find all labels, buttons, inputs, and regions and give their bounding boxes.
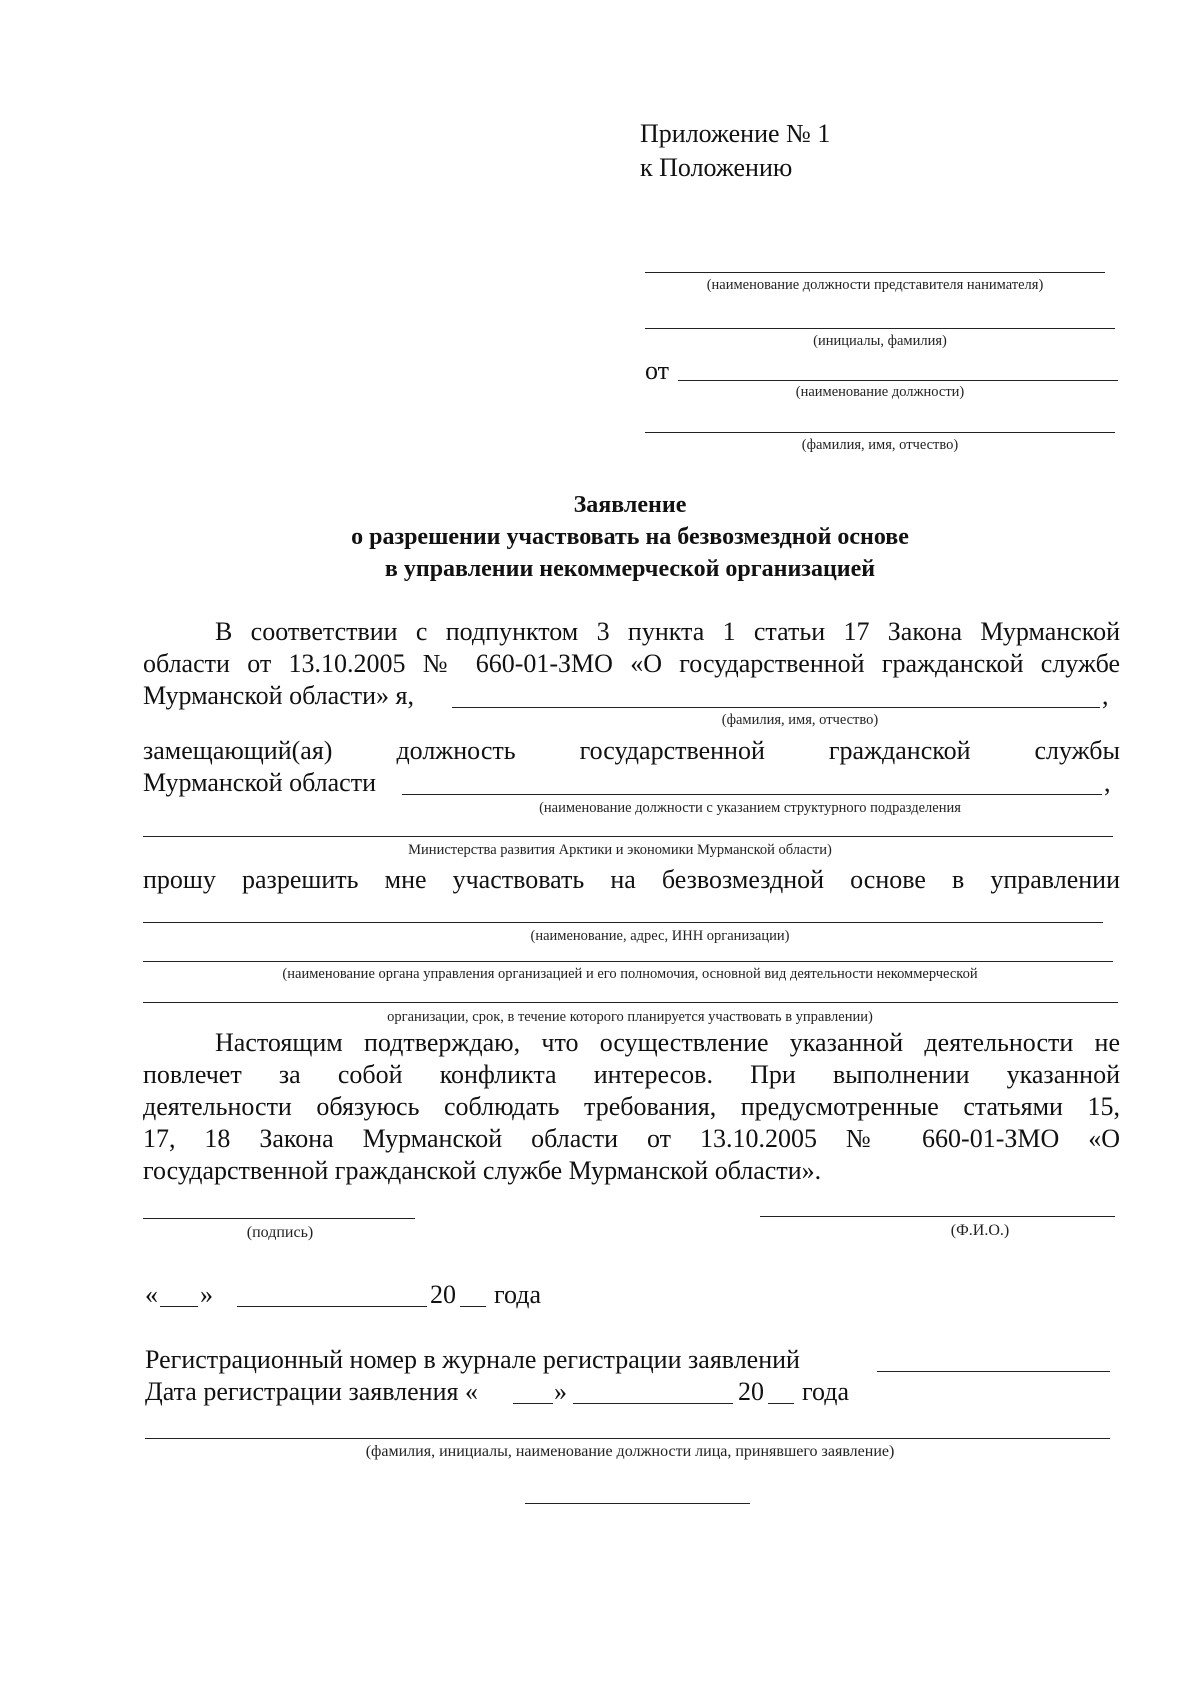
p1-line2: области от 13.10.2005 № 660-01-ЗМО «О государственной гражданской службе [143, 649, 1120, 678]
p4-line3: деятельности обязуюсь соблюдать требования, предусмотренные статьями 15, [143, 1092, 1120, 1121]
from-label: от [645, 356, 670, 385]
addressee-position-line[interactable] [645, 272, 1105, 273]
date-quote-open: « [145, 1280, 158, 1309]
hint-organization: (наименование, адрес, ИНН организации) [530, 928, 790, 944]
registration-number-line[interactable] [877, 1371, 1110, 1372]
applicant-position-line[interactable] [402, 794, 1102, 795]
signature-line[interactable] [143, 1218, 415, 1219]
bottom-separator-line [525, 1503, 750, 1504]
hint-fio: (Ф.И.О.) [950, 1222, 1010, 1239]
registration-day-line[interactable] [513, 1403, 553, 1404]
hint-management-body-1: (наименование органа управления организацией и его полномочия, основной вид деятельности некоммерческой [282, 966, 978, 982]
management-period-line[interactable] [143, 1002, 1118, 1003]
hint-signature: (подпись) [246, 1224, 314, 1241]
p1-line3-start: Мурманской области» я, [143, 681, 414, 710]
p2-word-5: службы [1034, 736, 1120, 765]
from-position-line[interactable] [678, 380, 1118, 381]
p3-word-8: в [951, 865, 965, 894]
registration-year-suffix: года [802, 1377, 850, 1406]
date-year-prefix: 20 [430, 1280, 456, 1309]
p2-word-2: должность [396, 736, 516, 765]
p3-word-5: на [610, 865, 636, 894]
hint-from-fio: (фамилия, имя, отчество) [801, 437, 959, 453]
registration-year-prefix: 20 [738, 1377, 764, 1406]
hint-management-body-2: организации, срок, в течение которого планируется участвовать в управлении) [387, 1009, 873, 1025]
p3-word-9: управлении [990, 865, 1120, 894]
p2-word-3: государственной [579, 736, 765, 765]
hint-applicant-fio: (фамилия, имя, отчество) [721, 712, 879, 728]
p3-word-3: мне [384, 865, 427, 894]
appendix-number: Приложение № 1 [640, 119, 831, 148]
document-subtitle-2: в управлении некоммерческой организацией [384, 556, 876, 582]
p3-word-7: основе [850, 865, 926, 894]
p3-word-1: прошу [143, 865, 216, 894]
document-subtitle-1: о разрешении участвовать на безвозмездной основе [351, 524, 909, 550]
management-body-line[interactable] [143, 961, 1113, 962]
p4-line2: повлечет за собой конфликта интересов. При выполнении указанной [143, 1060, 1120, 1089]
p3-word-2: разрешить [242, 865, 359, 894]
appendix-regulation: к Положению [640, 153, 793, 182]
date-month-line[interactable] [237, 1306, 427, 1307]
from-fio-line[interactable] [645, 432, 1115, 433]
p1-line1: В соответствии с подпунктом 3 пункта 1 статьи 17 Закона Мурманской [215, 617, 1120, 646]
hint-from-position: (наименование должности) [795, 384, 965, 400]
receiver-line[interactable] [145, 1438, 1110, 1439]
date-year-line[interactable] [460, 1306, 486, 1307]
hint-employer-position: (наименование должности представителя нанимателя) [706, 277, 1044, 293]
structure-continuation-line[interactable] [143, 836, 1113, 837]
fio-line[interactable] [760, 1216, 1115, 1217]
applicant-fio-line[interactable] [452, 707, 1100, 708]
p2-word-1: замещающий(ая) [143, 736, 333, 765]
hint-receiver: (фамилия, инициалы, наименование должности лица, принявшего заявление) [365, 1443, 895, 1460]
p2-line2-start: Мурманской области [143, 768, 376, 797]
organization-line[interactable] [143, 922, 1103, 923]
p3-word-6: безвозмездной [661, 865, 825, 894]
registration-year-line[interactable] [768, 1403, 794, 1404]
hint-initials: (инициалы, фамилия) [813, 333, 947, 349]
p2-word-4: гражданской [828, 736, 971, 765]
document-title: Заявление [573, 492, 687, 518]
addressee-initials-line[interactable] [645, 328, 1115, 329]
registration-number-label: Регистрационный номер в журнале регистрации заявлений [145, 1345, 800, 1374]
date-day-line[interactable] [160, 1306, 198, 1307]
p2-comma: , [1104, 768, 1111, 797]
registration-month-line[interactable] [573, 1403, 733, 1404]
p2-line1 [143, 735, 1120, 767]
p3-line1 [143, 864, 1120, 896]
date-quote-close: » [200, 1280, 213, 1309]
date-year-suffix: года [494, 1280, 542, 1309]
p3-word-4: участвовать [452, 865, 585, 894]
p4-line1: Настоящим подтверждаю, что осуществление указанной деятельности не [215, 1028, 1120, 1057]
hint-ministry: Министерства развития Арктики и экономики Мурманской области) [408, 842, 832, 858]
p4-line5: государственной гражданской службе Мурманской области». [143, 1156, 822, 1185]
p4-line4: 17, 18 Закона Мурманской области от 13.10.2005 № 660-01-ЗМО «О [143, 1124, 1120, 1153]
p1-comma: , [1102, 681, 1109, 710]
registration-quote-close: » [554, 1377, 567, 1406]
registration-date-label: Дата регистрации заявления « [145, 1377, 478, 1406]
hint-position-structure: (наименование должности с указанием структурного подразделения [539, 800, 961, 816]
